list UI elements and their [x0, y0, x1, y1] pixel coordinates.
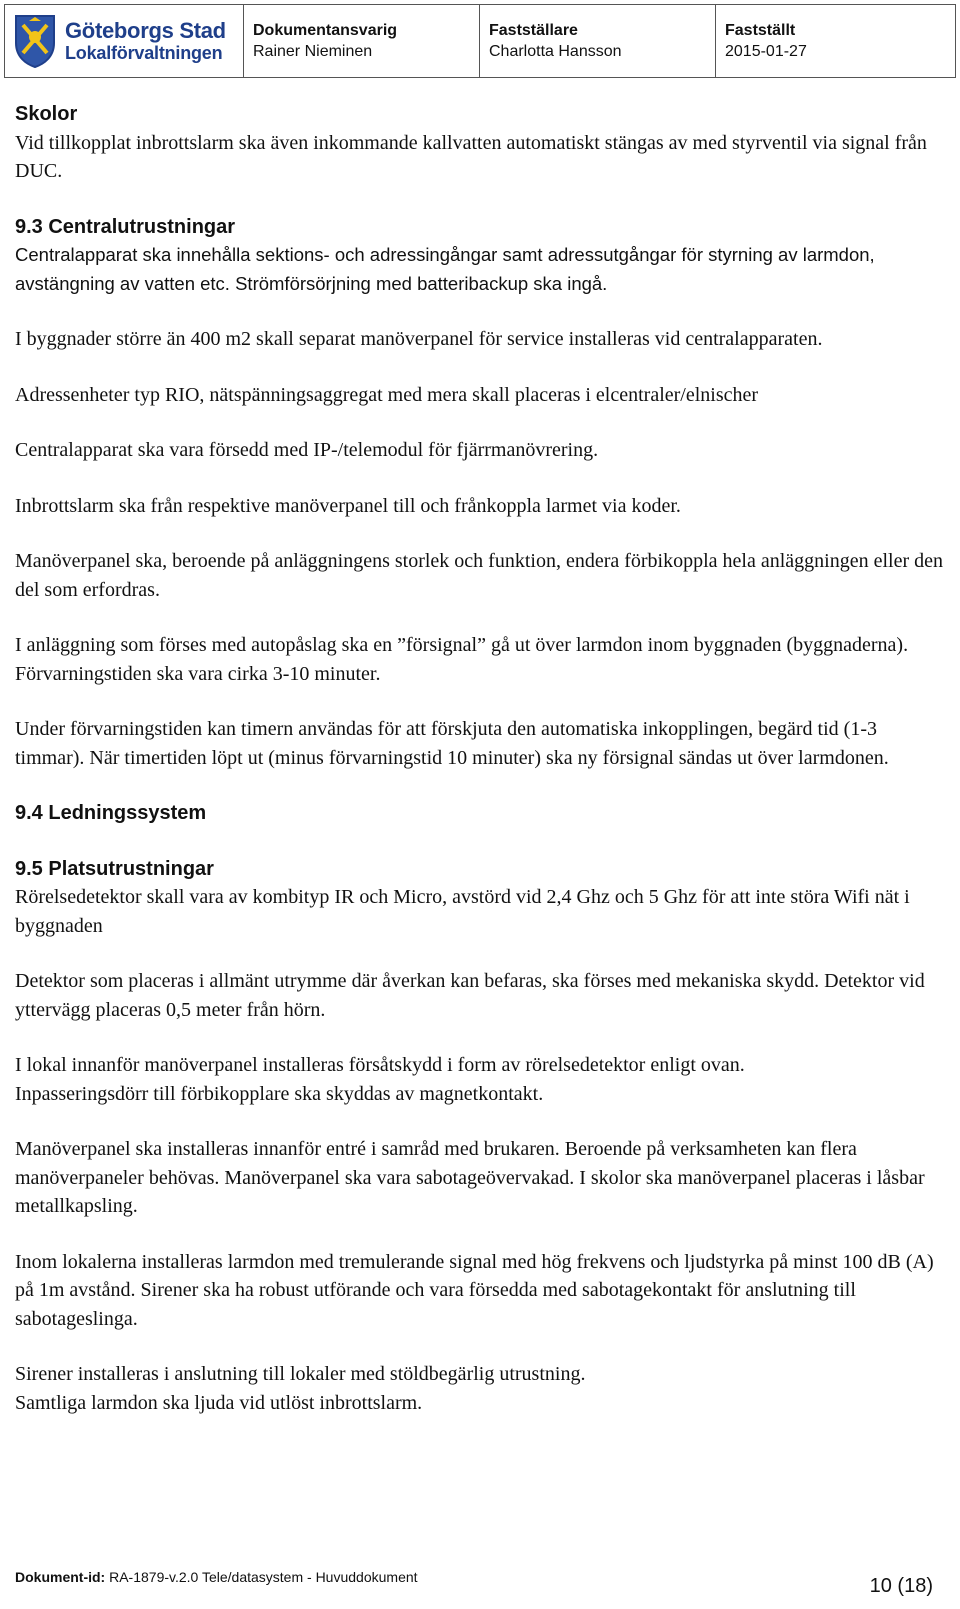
section-heading-9-5: 9.5 Platsutrustningar — [15, 857, 214, 880]
paragraph: Adressenheter typ RIO, nätspänningsaggregat med mera skall placeras i elcentraler/elnischer — [15, 383, 759, 406]
paragraph: Under förvarningstiden kan timern användas för att förskjuta den automatiska inkopplingen, begärd tid (1-3 timmar). När timertiden löpt ut (minus förvarningstid 10 minuter) ska ny försignal sändas ut över larmdonen. — [15, 718, 889, 769]
logo-cell — [5, 5, 244, 77]
header-label: Fastställare — [489, 22, 578, 39]
paragraph: I byggnader större än 400 m2 skall separat manöverpanel för service installeras vid centralapparaten. — [15, 328, 823, 350]
header-label: Dokumentansvarig — [253, 22, 398, 39]
paragraph: Rörelsedetektor skall vara av kombityp IR och Micro, avstörd vid 2,4 Ghz och 5 Ghz för att inte störa Wifi nät i byggnaden — [15, 886, 910, 937]
header-value: Charlotta Hansson — [489, 43, 622, 60]
document-header — [4, 4, 956, 78]
paragraph: Centralapparat ska innehålla sektions- och adressingångar samt adressutgångar för styrning av larmdon, avstängning av vatten etc. Strömförsörjning med batteribackup ska ingå. — [15, 244, 875, 294]
paragraph: I lokal innanför manöverpanel installeras försåtskydd i form av rörelsedetektor enligt ovan. — [15, 1054, 745, 1076]
page-number: 10 (18) — [869, 1575, 933, 1597]
doc-id-label: Dokument-id: — [15, 1569, 106, 1585]
section-heading-9-3: 9.3 Centralutrustningar — [15, 215, 236, 238]
paragraph: Inom lokalerna installeras larmdon med tremulerande signal med hög frekvens och ljudstyrka på minst 100 dB (A) på 1m avstånd. Sirener ska ha robust utförande och vara försedda med sabotagekontakt för anslutning till sabotageslinga. — [15, 1250, 934, 1330]
document-body — [15, 100, 945, 1444]
city-crest-logo — [13, 13, 57, 69]
org-department: Lokalförvaltningen — [65, 43, 223, 63]
section-heading-9-4: 9.4 Ledningssystem — [15, 802, 207, 824]
header-value: 2015-01-27 — [725, 43, 807, 60]
paragraph: Manöverpanel ska, beroende på anläggningens storlek och funktion, endera förbikoppla hela anläggningen eller den del som erfordras. — [15, 550, 944, 601]
section-heading-schools: Skolor — [15, 103, 78, 125]
header-cell-approved-date — [716, 5, 955, 77]
header-cell-approver — [480, 5, 716, 77]
paragraph: Samtliga larmdon ska ljuda vid utlöst inbrottslarm. — [15, 1391, 423, 1414]
header-label: Fastställt — [725, 22, 796, 39]
doc-id-value: RA-1879-v.2.0 Tele/datasystem - Huvuddokument — [109, 1569, 418, 1585]
paragraph: I anläggning som förses med autopåslag ska en ”försignal” gå ut över larmdon inom byggnaden (byggnaderna). Förvarningstiden ska vara cirka 3-10 minuter. — [15, 634, 909, 685]
paragraph: Centralapparat ska vara försedd med IP-/telemodul för fjärrmanövrering. — [15, 439, 599, 461]
paragraph: Vid tillkopplat inbrottslarm ska även inkommande kallvatten automatiskt stängas av med styrventil via signal från DUC. — [15, 131, 927, 182]
header-value: Rainer Nieminen — [253, 43, 373, 60]
paragraph: Inpasseringsdörr till förbikopplare ska skyddas av magnetkontakt. — [15, 1082, 544, 1105]
paragraph: Manöverpanel ska installeras innanför entré i samråd med brukaren. Beroende på verksamheten kan flera manöverpaneler behövas. Manöverpanel ska vara sabotageövervakad. I skolor ska manöverpanel placeras i låsbar metallkapsling. — [15, 1138, 925, 1217]
header-cell-document-owner — [244, 5, 480, 77]
paragraph: Detektor som placeras i allmänt utrymme där åverkan kan befaras, ska förses med mekaniska skydd. Detektor vid yttervägg placeras 0,5 meter från hörn. — [15, 970, 925, 1021]
document-footer — [15, 1569, 418, 1585]
org-name: Göteborgs Stad — [65, 18, 226, 43]
paragraph: Sirener installeras i anslutning till lokaler med stöldbegärlig utrustning. — [15, 1363, 586, 1385]
paragraph: Inbrottslarm ska från respektive manöverpanel till och frånkoppla larmet via koder. — [15, 494, 681, 517]
